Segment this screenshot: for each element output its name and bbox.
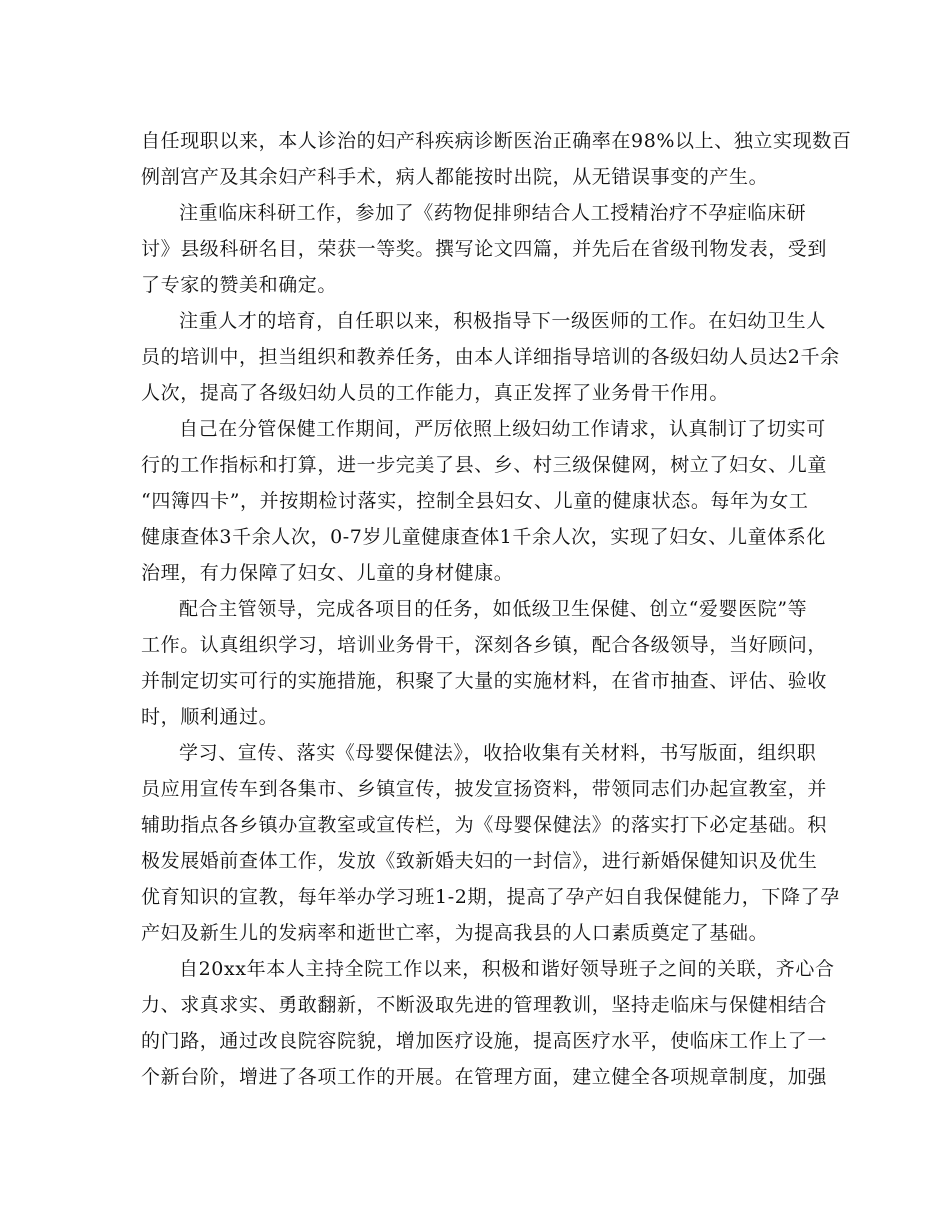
text-line: 例剖宫产及其余妇产科手术，病人都能按时出院，从无错误事变的产生。	[141, 166, 769, 188]
text-line: 健康查体3千余人次，0-7岁儿童健康查体1千余人次，实现了妇女、儿童体系化	[141, 526, 826, 548]
text-line: 人次，提高了各级妇幼人员的工作能力，真正发挥了业务骨干作用。	[141, 382, 730, 404]
text-line: 员的培训中，担当组织和教养任务，由本人详细指导培训的各级妇幼人员达2千余	[141, 346, 840, 368]
text-line: 优育知识的宣教，每年举办学习班1-2期，提高了孕产妇自我保健能力，下降了孕	[141, 886, 840, 908]
text-line: 了专家的赞美和确定。	[141, 274, 338, 296]
text-line: 个新台阶，增进了各项工作的开展。在管理方面，建立健全各项规章制度，加强	[141, 1066, 828, 1088]
text-line: 的门路，通过改良院容院貌，增加医疗设施，提高医疗水平，使临床工作上了一	[141, 1030, 828, 1052]
text-line: “四簿四卡”，并按期检讨落实，控制全县妇女、儿童的健康状态。每年为女工	[141, 490, 809, 512]
text-line: 工作。认真组织学习，培训业务骨干，深刻各乡镇，配合各级领导，当好顾问，	[141, 634, 828, 656]
text-line: 产妇及新生儿的发病率和逝世亡率，为提高我县的人口素质奠定了基础。	[141, 922, 769, 944]
text-line: 自任现职以来，本人诊治的妇产科疾病诊断医治正确率在98%以上、独立实现数百	[141, 130, 852, 152]
text-line: 辅助指点各乡镇办宣教室或宣传栏，为《母婴保健法》的落实打下必定基础。积	[141, 814, 828, 836]
paragraph-start-line: 注重人才的培育，自任职以来，积极指导下一级医师的工作。在妇幼卫生人	[179, 310, 826, 332]
text-line: 治理，有力保障了妇女、儿童的身材健康。	[141, 562, 514, 584]
text-line: 讨》县级科研名目，荣获一等奖。撰写论文四篇，并先后在省级刊物发表，受到	[141, 238, 828, 260]
text-line: 员应用宣传车到各集市、乡镇宣传，披发宣扬资料，带领同志们办起宣教室，并	[141, 778, 828, 800]
text-line: 并制定切实可行的实施措施，积聚了大量的实施材料，在省市抽查、评估、验收	[141, 670, 828, 692]
paragraph-start-line: 配合主管领导，完成各项目的任务，如低级卫生保健、创立“爱婴医院”等	[179, 598, 808, 620]
paragraph-start-line: 学习、宣传、落实《母婴保健法》，收拾收集有关材料，书写版面，组织职	[179, 742, 817, 764]
paragraph-start-line: 自20xx年本人主持全院工作以来，积极和谐好领导班子之间的关联，齐心合	[179, 958, 835, 980]
text-line: 时，顺利通过。	[141, 706, 279, 728]
text-line: 行的工作指标和打算，进一步完美了县、乡、村三级保健网，树立了妇女、儿童	[141, 454, 828, 476]
text-line: 极发展婚前查体工作，发放《致新婚夫妇的一封信》，进行新婚保健知识及优生	[141, 850, 818, 872]
text-line: 力、求真求实、勇敢翻新，不断汲取先进的管理教训，坚持走临床与保健相结合	[141, 994, 828, 1016]
paragraph-start-line: 自己在分管保健工作期间，严厉依照上级妇幼工作请求，认真制订了切实可	[179, 418, 826, 440]
paragraph-start-line: 注重临床科研工作，参加了《药物促排卵结合人工授精治疗不孕症临床研	[179, 202, 807, 224]
